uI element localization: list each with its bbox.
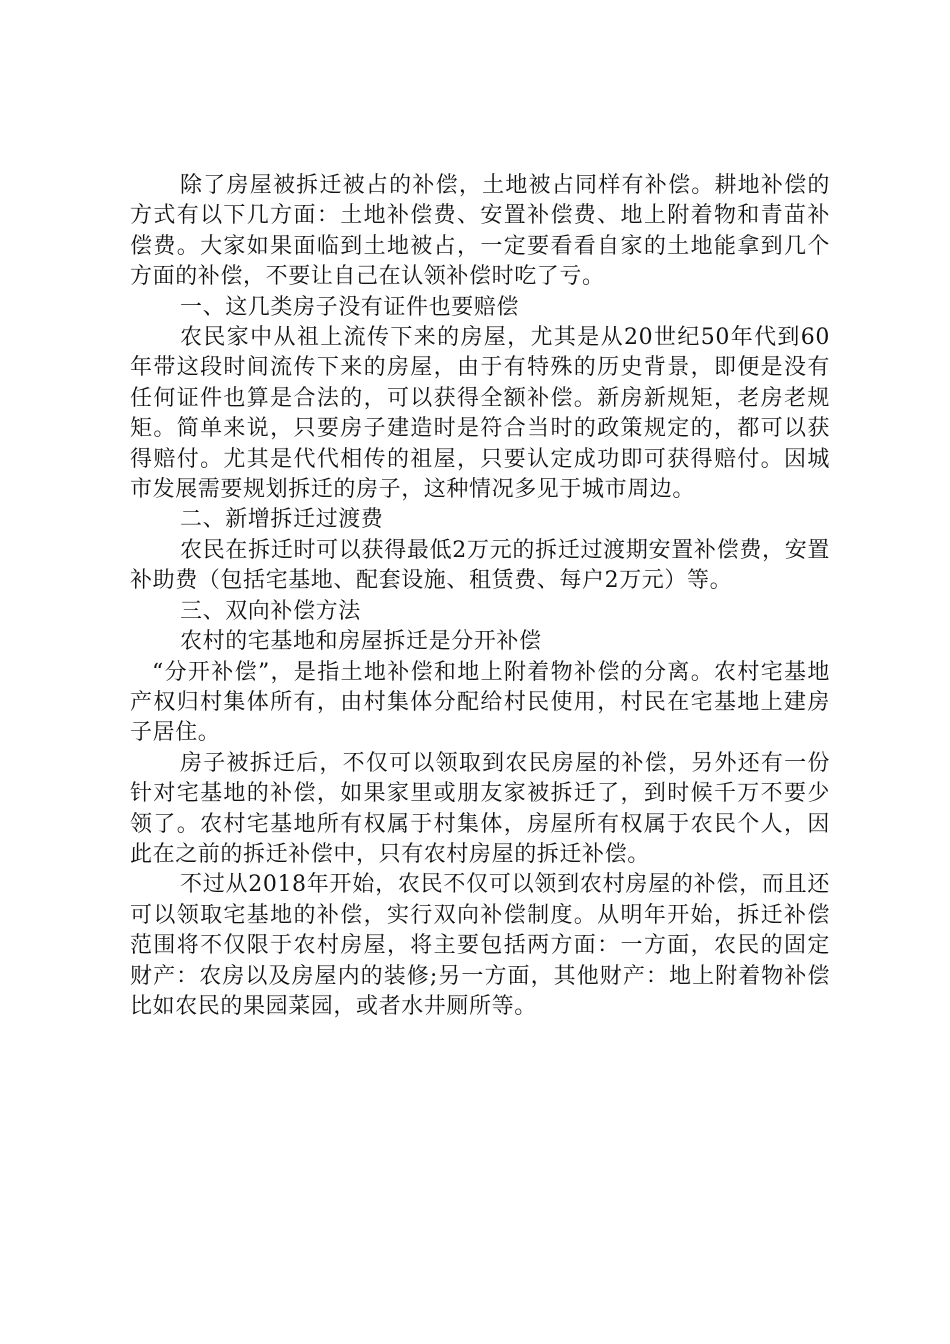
paragraph-ancestral-houses: 农民家中从祖上流传下来的房屋，尤其是从20世纪50年代到60年带这段时间流传下来的房屋，由于有特殊的历史背景，即便是没有任何证件也算是合法的，可以获得全额补偿。新房新规矩，老房老规矩。简单来说，只要房子建造时是符合当时的政策规定的，都可以获得赔付。尤其是代代相传的祖屋，只要认定成功即可获得赔付。因城市发展需要规划拆迁的房子，这种情况多见于城市周边。	[130, 325, 830, 503]
paragraph-separate-compensation-definition: “分开补偿”，是指土地补偿和地上附着物补偿的分离。农村宅基地产权归村集体所有，由村集体分配给村民使用，村民在宅基地上建房子居住。	[130, 659, 830, 746]
paragraph-transition-fee: 农民在拆迁时可以获得最低2万元的拆迁过渡期安置补偿费，安置补助费（包括宅基地、配套设施、租赁费、每户2万元）等。	[130, 537, 830, 594]
paragraph-homestead-compensation: 房子被拆迁后，不仅可以领取到农民房屋的补偿，另外还有一份针对宅基地的补偿，如果家里或朋友家被拆迁了，到时候千万不要少领了。农村宅基地所有权属于村集体，房屋所有权属于农民个人，因此在之前的拆迁补偿中，只有农村房屋的拆迁补偿。	[130, 750, 830, 867]
heading-transition-fee: 二、新增拆迁过渡费	[180, 507, 384, 533]
document-body	[130, 171, 830, 1022]
paragraph-land-compensation: 除了房屋被拆迁被占的补偿，土地被占同样有补偿。耕地补偿的方式有以下几方面：土地补偿费、安置补偿费、地上附着物和青苗补偿费。大家如果面临到土地被占，一定要看看自家的土地能拿到几个方面的补偿，不要让自己在认领补偿时吃了亏。	[130, 173, 830, 290]
heading-two-way-compensation: 三、双向补偿方法	[180, 598, 361, 624]
paragraph-separate-compensation-intro: 农村的宅基地和房屋拆迁是分开补偿	[180, 629, 542, 655]
heading-no-certificate-houses: 一、这几类房子没有证件也要赔偿	[180, 294, 520, 320]
paragraph-2018-policy: 不过从2018年开始，农民不仅可以领到农村房屋的补偿，而且还可以领取宅基地的补偿，实行双向补偿制度。从明年开始，拆迁补偿范围将不仅限于农村房屋，将主要包括两方面：一方面，农民的固定财产：农房以及房屋内的装修;另一方面，其他财产：地上附着物补偿比如农民的果园菜园，或者水井厕所等。	[130, 872, 830, 1019]
